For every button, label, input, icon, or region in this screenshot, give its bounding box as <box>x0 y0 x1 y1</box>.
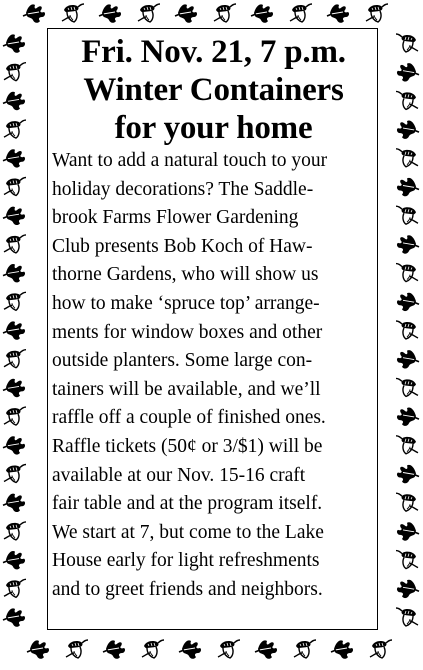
description-line: Club presents Bob Koch of Haw- <box>52 235 313 257</box>
headline-subtitle-line: for your home <box>114 110 313 146</box>
acorn-icon <box>214 4 236 22</box>
description-line: how to make ‘spruce top’ arrange- <box>52 292 320 314</box>
acorn-icon <box>4 235 26 253</box>
oak-leaf-icon <box>3 34 25 52</box>
acorn-icon <box>142 640 164 658</box>
acorn-icon <box>396 378 418 396</box>
acorn-icon <box>396 436 418 454</box>
acorn-icon <box>396 608 418 626</box>
oak-leaf-icon <box>397 63 419 81</box>
oak-leaf-icon <box>3 264 25 282</box>
acorn-icon <box>66 640 88 658</box>
oak-leaf-icon <box>103 640 125 658</box>
acorn-icon <box>4 522 26 540</box>
description-line: We start at 7, but come to the Lake <box>52 521 324 543</box>
oak-leaf-icon <box>397 580 419 598</box>
acorn-icon <box>4 120 26 138</box>
acorn-icon <box>294 640 316 658</box>
oak-leaf-icon <box>3 551 25 569</box>
acorn-icon <box>370 640 392 658</box>
oak-leaf-icon <box>251 4 273 22</box>
acorn-icon <box>396 264 418 282</box>
oak-leaf-icon <box>397 465 419 483</box>
acorn-icon <box>396 34 418 52</box>
acorn-icon <box>218 640 240 658</box>
description-line: ments for window boxes and other <box>52 321 323 343</box>
description-line: brook Farms Flower Gardening <box>52 207 299 229</box>
event-headline <box>52 33 375 147</box>
description-line: thorne Gardens, who will show us <box>52 264 319 286</box>
description-line: and to greet friends and neighbors. <box>52 578 323 600</box>
oak-leaf-icon <box>179 640 201 658</box>
flyer-panel <box>47 28 378 630</box>
oak-leaf-icon <box>397 293 419 311</box>
acorn-icon <box>138 4 160 22</box>
oak-leaf-icon <box>27 640 49 658</box>
acorn-icon <box>396 321 418 339</box>
oak-leaf-icon <box>3 207 25 225</box>
description-line: holiday decorations? The Saddle- <box>52 178 314 200</box>
description-line: fair table and at the program itself. <box>52 493 323 515</box>
acorn-icon <box>290 4 312 22</box>
acorn-icon <box>396 493 418 511</box>
acorn-icon <box>4 178 26 196</box>
oak-leaf-icon <box>3 149 25 167</box>
acorn-icon <box>4 63 26 81</box>
oak-leaf-icon <box>331 640 353 658</box>
oak-leaf-icon <box>397 407 419 425</box>
oak-leaf-icon <box>397 235 419 253</box>
oak-leaf-icon <box>99 4 121 22</box>
description-line: House early for light refreshments <box>52 550 320 572</box>
acorn-icon <box>366 4 388 22</box>
oak-leaf-icon <box>3 436 25 454</box>
acorn-icon <box>396 206 418 224</box>
description-line: tainers will be available, and we’ll <box>52 378 321 400</box>
acorn-icon <box>4 350 26 368</box>
oak-leaf-icon <box>397 522 419 540</box>
acorn-icon <box>4 465 26 483</box>
acorn-icon <box>62 4 84 22</box>
oak-leaf-icon <box>3 92 25 110</box>
oak-leaf-icon <box>255 640 277 658</box>
acorn-icon <box>396 551 418 569</box>
event-description <box>52 147 375 605</box>
acorn-icon <box>4 292 26 310</box>
oak-leaf-icon <box>397 178 419 196</box>
description-line: Want to add a natural touch to your <box>52 150 328 171</box>
oak-leaf-icon <box>397 120 419 138</box>
acorn-icon <box>396 91 418 109</box>
acorn-icon <box>4 579 26 597</box>
oak-leaf-icon <box>397 350 419 368</box>
oak-leaf-icon <box>175 4 197 22</box>
oak-leaf-icon <box>327 4 349 22</box>
oak-leaf-icon <box>3 321 25 339</box>
description-line: available at our Nov. 15-16 craft <box>52 464 306 486</box>
description-line: Raffle tickets (50¢ or 3/$1) will be <box>52 435 323 457</box>
oak-leaf-icon <box>3 379 25 397</box>
oak-leaf-icon <box>3 494 25 512</box>
acorn-icon <box>396 149 418 167</box>
headline-title-line: Winter Containers <box>83 72 344 108</box>
acorn-icon <box>4 407 26 425</box>
description-line: raffle off a couple of finished ones. <box>52 407 326 429</box>
headline-date-line: Fri. Nov. 21, 7 p.m. <box>81 34 346 70</box>
oak-leaf-icon <box>3 608 25 626</box>
description-line: outside planters. Some large con- <box>52 350 313 372</box>
oak-leaf-icon <box>23 4 45 22</box>
